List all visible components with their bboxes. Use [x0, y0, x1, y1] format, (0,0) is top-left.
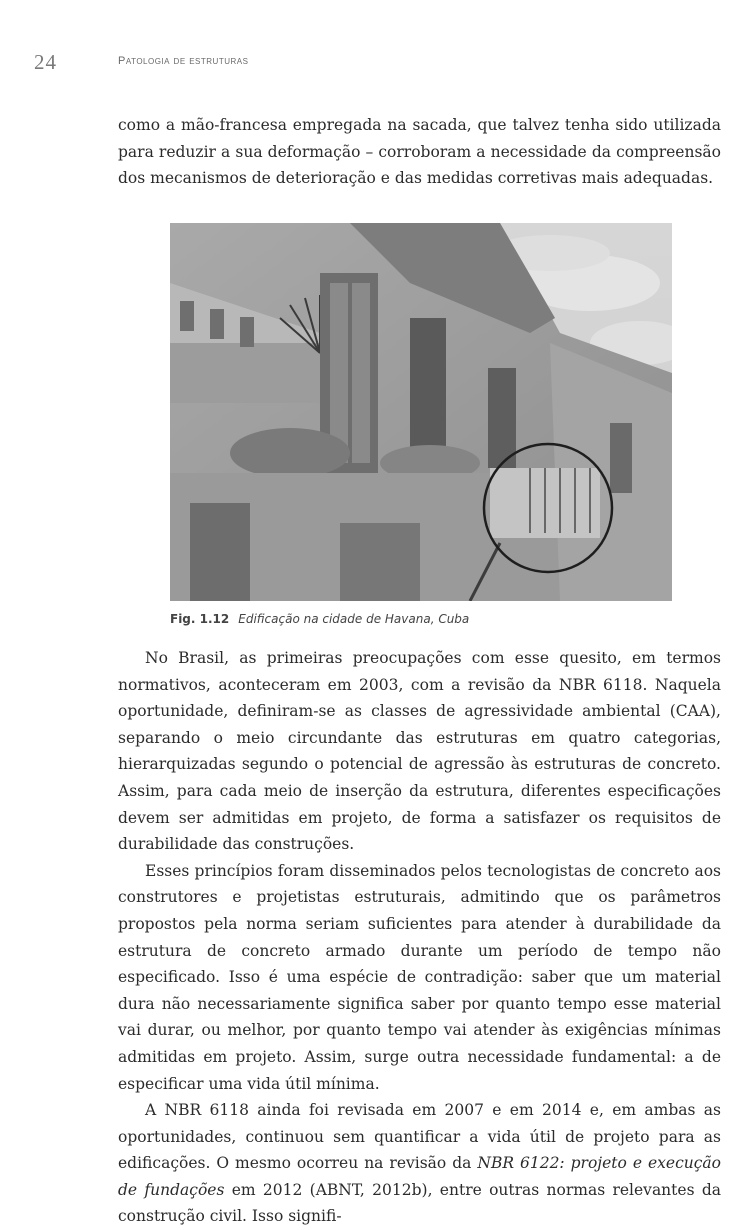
havana-building-photo	[170, 223, 672, 601]
body-paragraph-2: Esses princípios foram disseminados pelos tecnologistas de concreto aos construtores e projetistas estruturais, admitindo que os parâmetros propostos pela norma seriam suficientes para atender à durabilidade da estrutura de concreto armado durante um período de tempo não especificado. Isso é uma espécie de contradição: saber que um material dura não necessariamente significa saber por quanto tempo esse material vai durar, ou melhor, por quanto tempo vai atender às exigências mínimas admitidas em projeto. Assim, surge outra necessidade fundamental: a de especificar uma vida útil mínima.	[118, 861, 721, 1093]
nbr-6122-title: NBR 6122: projeto e execução de fundações	[118, 1154, 721, 1199]
intro-text	[118, 112, 721, 192]
body-paragraph-3	[118, 1097, 721, 1230]
figure-caption	[170, 612, 469, 626]
running-title: Patologia de estruturas	[118, 55, 249, 67]
figure-label: Fig. 1.12	[170, 612, 230, 626]
paragraph-3-start: A NBR 6118 ainda foi revisada em 2007 e em 2014 e, em ambas as oportunidades, continuou sem quantificar a vida útil de projeto para as edificações. O mesmo ocorreu na revisão da	[118, 1101, 721, 1173]
figure-caption-text: Edificação na cidade de Havana, Cuba	[238, 612, 470, 626]
intro-paragraph: como a mão-francesa empregada na sacada, que talvez tenha sido utilizada para reduzir a sua deformação – corroboram a necessidade da compreensão dos mecanismos de deterioração e das medidas corretivas mais adequadas.	[118, 116, 721, 188]
body-paragraph-1: No Brasil, as primeiras preocupações com esse quesito, em termos normativos, aconteceram em 2003, com a revisão da NBR 6118. Naquela oportunidade, definiram-se as classes de agressividade ambiental (CAA), separando o meio circundante das estruturas em quatro categorias, hierarquizadas segundo o potencial de agressão às estruturas de concreto. Assim, para cada meio de inserção da estrutura, diferentes especificações devem ser admitidas em projeto, de forma a satisfazer os requisitos de durabilidade das construções.	[118, 649, 721, 854]
body-text	[118, 645, 721, 1230]
figure-photo	[170, 223, 672, 601]
paragraph-3-end: em 2012 (ABNT, 2012b), entre outras normas relevantes da construção civil. Isso signifi-	[118, 1180, 721, 1226]
page-number: 24	[34, 50, 57, 74]
